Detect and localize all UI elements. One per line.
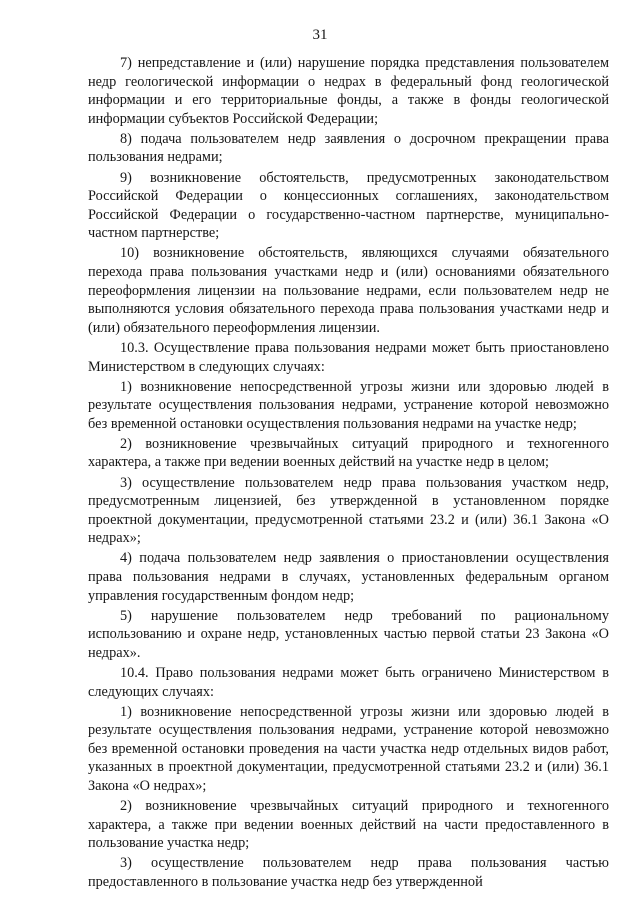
suspension-item-5: 5) нарушение пользователем недр требований по рациональному использованию и охране недр, установленных частью первой статьи 23 Закона «О недрах». [88,607,609,661]
page-number: 31 [312,27,328,43]
paragraph-8-early-termination: 8) подача пользователем недр заявления о досрочном прекращении права пользования недрами; [88,130,609,166]
section-10-4-heading: 10.4. Право пользования недрами может быть ограничено Министерством в следующих случаях: [88,665,609,700]
document-body [88,54,609,891]
paragraph-9-concession: 9) возникновение обстоятельств, предусмотренных законодательством Российской Федерации о концессионных соглашениях, законодательством Российской Федерации о государственно-частном партнерстве, муниципально-частном партнерстве; [88,169,609,242]
paragraph-10-mandatory-transfer: 10) возникновение обстоятельств, являющихся случаями обязательного перехода права пользования участками недр и (или) основаниями обязательного переоформления лицензии на пользование недрами, если пользователем недр не выполняются условия обязательного перехода права пользования участками недр и (или) обязательного переоформления лицензии. [88,245,609,336]
section-10-3-heading: 10.3. Осуществление права пользования недрами может быть приостановлено Министерством в следующих случаях: [88,339,609,375]
restriction-item-2: 2) возникновение чрезвычайных ситуаций природного и техногенного характера, а также при ведении военных действий на части предоставленного в пользование участка недр; [88,798,609,852]
restriction-item-1: 1) возникновение непосредственной угрозы жизни или здоровью людей в результате осуществления пользования недрами, устранение которой невозможно без временной остановки проведения на части участка недр отдельных видов работ, указанных в проектной документации, предусмотренной статьями 23.2 и (или) 36.1 Закона «О недрах»; [88,703,609,795]
restriction-item-3: 3) осуществление пользователем недр права пользования частью предоставленного в пользование участка недр без утвержденной [88,855,609,891]
suspension-item-1: 1) возникновение непосредственной угрозы жизни или здоровью людей в результате осуществления пользования недрами, устранение которой невозможно без временной остановки осуществления пользования недрами на участке недр; [88,378,609,432]
suspension-item-3: 3) осуществление пользователем недр права пользования участком недр, предусмотренным лицензией, без утвержденной в установленном порядке проектной документации, предусмотренной статьями 23.2 и (или) 36.1 Закона «О недрах»; [88,474,609,547]
paragraph-7-nonsubmission: 7) непредставление и (или) нарушение порядка представления пользователем недр геологической информации о недрах в федеральный фонд геологической информации и его территориальные фонды, а также в фонды геологической информации субъектов Российской Федерации; [88,55,609,127]
suspension-item-2: 2) возникновение чрезвычайных ситуаций природного и техногенного характера, а также при ведении военных действий на участке недр в целом; [88,435,609,471]
suspension-item-4: 4) подача пользователем недр заявления о приостановлении осуществления права пользования недрами в случаях, установленных федеральным органом управления государственным фондом недр; [88,550,609,604]
